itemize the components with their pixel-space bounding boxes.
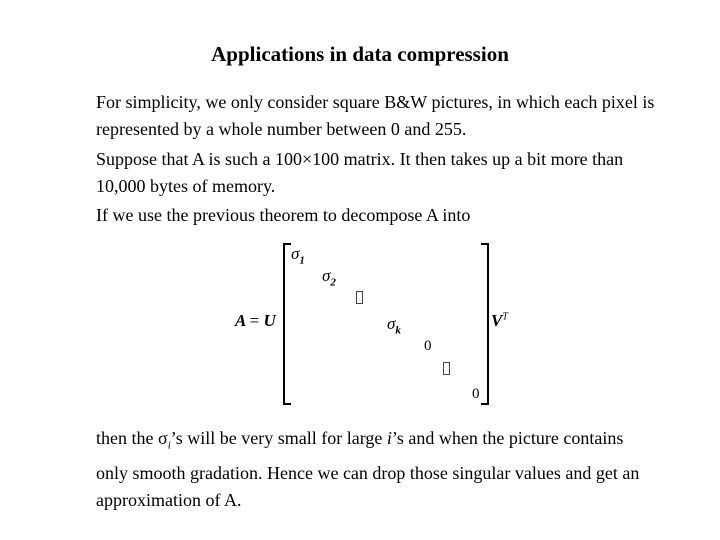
equation-rhs: $V^T$: [491, 311, 508, 330]
sigma-1: $\sigma_1$: [291, 244, 305, 267]
slide-title: Applications in data compression: [211, 42, 509, 66]
ellipsis-box: [443, 362, 450, 375]
sigma-k: $\sigma_k$: [387, 314, 401, 337]
matrix-left-bracket: [283, 243, 291, 405]
paragraph-conclusion: then the $\sigma_i’s$ will be very small for large i’s and when the picture contains only smooth gradation. Hence we can drop those singular values and get an approximation of A.: [96, 428, 640, 510]
ellipsis-box: [356, 291, 363, 304]
paragraph-memory: Suppose that A is such a 100×100 matrix. It then takes up a bit more than 10,000 bytes of memory.: [96, 149, 624, 196]
matrix-right-bracket: [481, 243, 489, 405]
equation-lhs: A = U: [235, 311, 276, 330]
zero-entry: 0: [472, 386, 480, 402]
sigma-2: $\sigma_2$: [322, 266, 336, 289]
paragraph-pixels: For simplicity, we only consider square B&W pictures, in which each pixel is represented by a whole number between 0 and 255.: [96, 92, 655, 139]
sigma-symbol: σ: [157, 428, 168, 448]
paragraph-decompose: If we use the previous theorem to decompose A into: [96, 205, 471, 225]
zero-entry: 0: [424, 338, 432, 354]
